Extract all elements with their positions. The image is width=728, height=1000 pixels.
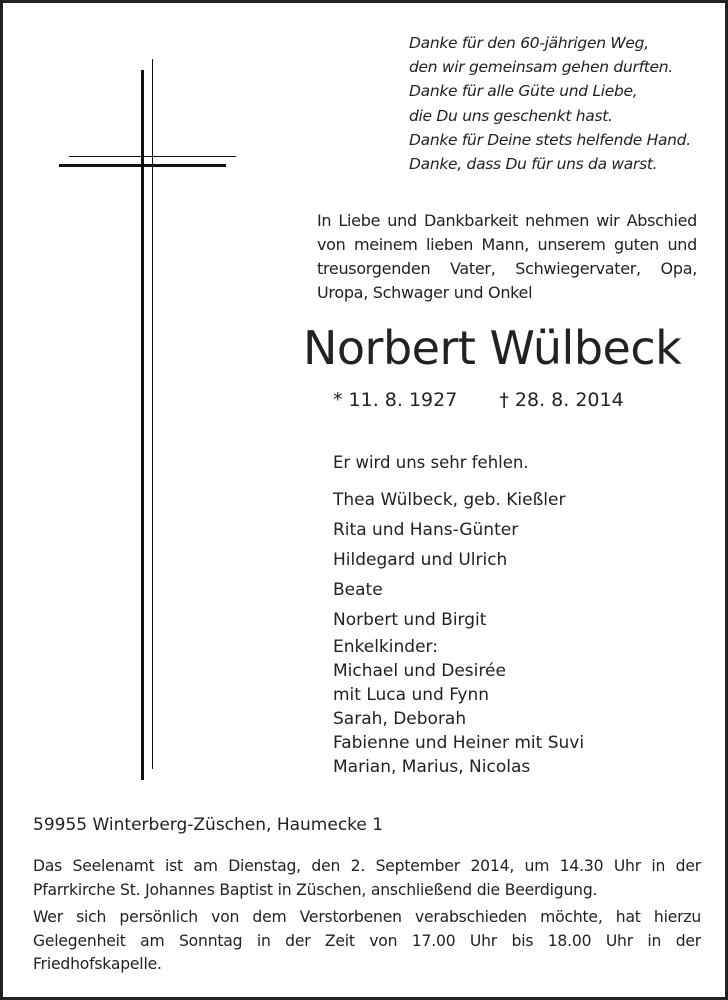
grandchild: Marian, Marius, Nicolas xyxy=(333,757,531,777)
poem-line: Danke für Deine stets helfende Hand. xyxy=(409,130,691,149)
family-member: Thea Wülbeck, geb. Kießler xyxy=(333,490,566,510)
family-member: Rita und Hans-Günter xyxy=(333,520,519,540)
deceased-name: Norbert Wülbeck xyxy=(303,321,682,375)
poem-line: den wir gemeinsam gehen durften. xyxy=(409,58,673,77)
grandchild: Fabienne und Heiner mit Suvi xyxy=(333,733,585,753)
family-member: Hildegard und Ulrich xyxy=(333,550,508,570)
intro-line: von meinem lieben Mann, unserem guten und xyxy=(317,235,697,254)
death-date: † 28. 8. 2014 xyxy=(499,389,624,411)
family-member: Beate xyxy=(333,580,383,600)
service-info xyxy=(33,855,701,981)
life-dates xyxy=(333,389,660,411)
grandchildren-heading: Enkelkinder: xyxy=(333,637,438,657)
intro-line: In Liebe und Dankbarkeit nehmen wir Abschied xyxy=(317,211,697,230)
poem xyxy=(409,31,691,176)
poem-line: die Du uns geschenkt hast. xyxy=(409,106,613,125)
grandchild: mit Luca und Fynn xyxy=(333,685,490,705)
miss-line: Er wird uns sehr fehlen. xyxy=(333,453,529,472)
poem-line: Danke, dass Du für uns da warst. xyxy=(409,155,658,174)
family-list xyxy=(333,485,584,779)
service-paragraph: Das Seelenamt ist am Dienstag, den 2. September 2014, um 14.30 Uhr in der Pfarrkirche St. Johannes Baptist in Züschen, anschließend die Beerdigung. xyxy=(33,857,701,899)
grandchild: Michael und Desirée xyxy=(333,661,506,681)
intro-line: treusorgenden Vater, Schwiegervater, Opa, xyxy=(317,259,697,278)
grandchild: Sarah, Deborah xyxy=(333,709,467,729)
poem-line: Danke für alle Güte und Liebe, xyxy=(409,82,638,101)
intro-text xyxy=(317,209,697,305)
poem-line: Danke für den 60-jährigen Weg, xyxy=(409,34,649,52)
address: 59955 Winterberg-Züschen, Haumecke 1 xyxy=(33,815,384,835)
birth-date: * 11. 8. 1927 xyxy=(333,389,458,411)
viewing-paragraph: Wer sich persönlich von dem Verstorbenen verabschieden möchte, hat hierzu Gelegenheit am Sonntag in der Zeit von 17.00 Uhr bis 18.00 Uhr in der Friedhofskapelle. xyxy=(33,908,701,973)
intro-line: Uropa, Schwager und Onkel xyxy=(317,283,533,302)
family-member: Norbert und Birgit xyxy=(333,610,487,630)
